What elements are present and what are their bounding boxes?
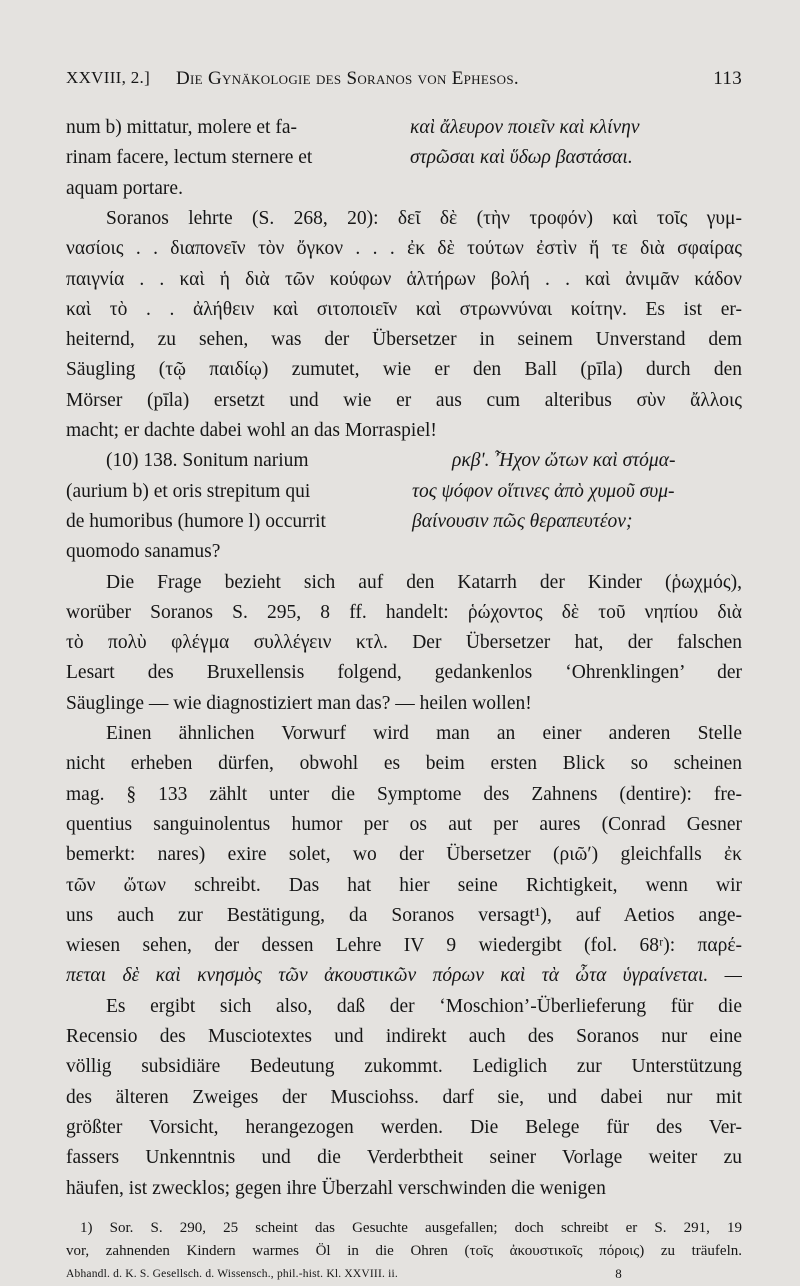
text-line: größter Vorsicht, herangezogen werden. Die Belege für des Ver- [66,1116,742,1138]
text-line [66,445,742,477]
text-line: worüber Soranos S. 295, 8 ff. handelt: ῥώχοντος δὲ τοῦ νηπίου διὰ [66,601,742,623]
text-line: häufen, ist zwecklos; gegen ihre Überzahl verschwinden die wenigen [66,1177,606,1199]
greek-column-text: στρῶσαι καὶ ὕδωρ βαστάσαι. [410,147,633,169]
text-line: mag. § 133 zählt unter die Symptome des Zahnens (dentire): fre- [66,783,742,805]
text-line: Lesart des Bruxellensis folgend, gedankenlos ‘Ohrenklingen’ der [66,662,742,684]
text-line [66,142,742,174]
text-line: macht; er dachte dabei wohl an das Morraspiel! [66,420,437,441]
text-line: τῶν ὤτων schreibt. Das hat hier seine Richtigkeit, wenn wir [66,874,742,896]
text-line [66,112,742,144]
text-line: wiesen sehen, der dessen Lehre IV 9 wiedergibt (fol. 68ʳ): παρέ- [66,935,742,957]
text-line: Es ergibt sich also, daß der ‘Moschion’-Überlieferung für die [106,995,742,1017]
latin-column-text: de humoribus (humore l) occurrit [66,510,326,532]
publication-reference: Abhandl. d. K. S. Gesellsch. d. Wissensch., phil.-hist. Kl. XXVIII. ii. [66,1267,398,1280]
running-title: Die Gynäkologie des Soranos von Ephesos. [176,68,519,89]
text-line: παιγνία . . καὶ ἡ διὰ τῶν κούφων ἁλτήρων βολή . . καὶ ἀνιμᾶν κάδον [66,268,742,290]
running-header [66,68,742,98]
text-line: fassers Unkenntnis und die Verderbtheit seiner Vorlage weiter zu [66,1147,742,1169]
greek-column-text: βαίνουσιν πῶς θεραπευτέον; [412,510,633,532]
text-line: nicht erheben dürfen, obwohl es beim ersten Blick so scheinen [66,753,742,775]
text-line: Einen ähnlichen Vorwurf wird man an einer anderen Stelle [106,723,742,744]
text-line: Mörser (pīla) ersetzt und wie er aus cum alteribus σὺν ἄλλοις [66,389,742,411]
text-line: Soranos lehrte (S. 268, 20): δεῖ δὲ (τὴν τροφόν) καὶ τοῖς γυμ- [106,207,742,229]
text-line: uns auch zur Bestätigung, da Soranos versagt¹), auf Aetios ange- [66,904,742,926]
text-line: Säuglinge — wie diagnostiziert man das? — heilen wollen! [66,692,532,714]
volume-reference: XXVIII, 2.] [66,68,151,87]
text-line: Recensio des Musciotextes und indirekt auch des Soranos nur eine [66,1026,742,1047]
text-line: des älteren Zweiges der Musciohss. darf sie, und dabei nur mit [66,1086,742,1108]
text-line: Säugling (τῷ παιδίῳ) zumutet, wie er den Ball (pīla) durch den [66,359,742,381]
text-line [66,173,742,205]
greek-column-text: καὶ ἄλευρον ποιεῖν καὶ κλίνην [410,117,640,138]
text-line: Die Frage bezieht sich auf den Katarrh der Kinder (ῥωχμός), [106,571,742,593]
text-line: bemerkt: nares) exire solet, wo der Übersetzer (ριῶʹ) gleichfalls ἐκ [66,844,742,866]
text-line [66,476,742,508]
text-line: καὶ τὸ . . ἀλήθειν καὶ σιτοποιεῖν καὶ στρωννύναι κοίτην. Es ist er- [66,298,742,320]
text-line: τὸ πολὺ φλέγμα συλλέγειν κτλ. Der Übersetzer hat, der falschen [66,632,742,654]
greek-column-text: τος ψόφον οἵτινες ἀπὸ χυμοῦ συμ- [412,480,675,502]
text-line: völlig subsidiäre Bedeutung zukommt. Lediglich zur Unterstützung [66,1056,742,1078]
publication-footer [66,1265,742,1283]
latin-column-text: aquam portare. [66,177,183,199]
footnote-line: vor, zahnenden Kindern warmes Öl in die Ohren (τοῖς ἀκουστικοῖς πόροις) zu träufeln. [66,1242,742,1259]
latin-column-text: (10) 138. Sonitum narium [106,450,309,472]
text-line: heiternd, zu sehen, was der Übersetzer in seinem Unverstand dem [66,329,742,351]
footnote-line: 1) Sor. S. 290, 25 scheint das Gesuchte ausgefallen; doch schreibt er S. 291, 19 [80,1219,742,1236]
greek-column-text: ρκβʹ. Ἦχον ὤτων καὶ στόμα- [452,450,676,472]
signature-mark: 8 [615,1265,622,1281]
latin-column-text: num b) mittatur, molere et fa- [66,117,297,138]
page-number: 113 [713,68,742,89]
text-line: quentius sanguinolentus humor per os aut per aures (Conrad Gesner [66,813,742,835]
latin-column-text: (aurium b) et oris strepitum qui [66,480,311,502]
text-line [66,536,742,568]
latin-column-text: rinam facere, lectum sternere et [66,147,313,169]
text-line: πεται δὲ καὶ κνησμὸς τῶν ἀκουστικῶν πόρων καὶ τὰ ὦτα ὑγραίνεται. — [66,965,742,987]
text-line: νασίοις . . διαπονεῖν τὸν ὄγκον . . . ἐκ δὲ τούτων ἐστὶν ἥ τε διὰ σφαίρας [66,238,742,260]
text-line [66,506,742,538]
latin-column-text: quomodo sanamus? [66,541,221,563]
